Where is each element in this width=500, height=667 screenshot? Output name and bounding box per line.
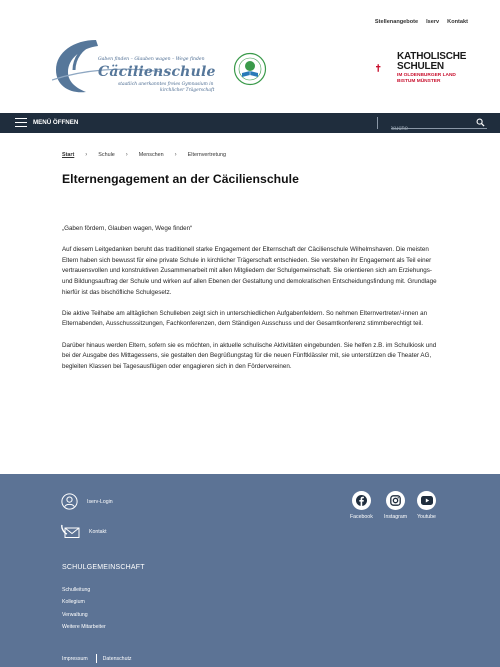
content-paragraph: Darüber hinaus werden Eltern, sofern sie es möchten, in aktuelle schulische Aktivitäten eingebunden. Sie helfen z.B. im Schulkiosk und bei der Ausgabe des Mittagessens, sie gestalten den Begrüßungstag für die neuen Fünftklässler mit, sie unterstützen die Theater AG, begleiten Klassen bei Tagesausflügen oder engagieren sich in den Fördervereinen. (62, 341, 437, 370)
search-input[interactable] (391, 124, 471, 135)
instagram-label: Instagram (384, 514, 408, 520)
main-content (62, 224, 440, 383)
search-box (391, 117, 487, 129)
menu-open-button[interactable] (15, 118, 78, 127)
content-paragraph: „Gaben fördern, Glauben wagen, Wege finden“ (62, 225, 193, 232)
mail-phone-icon (61, 524, 80, 539)
breadcrumb-start[interactable]: Start (62, 152, 75, 158)
hamburger-icon (15, 118, 27, 127)
katholische-schulen-cross-icon (376, 51, 396, 85)
kontakt-link[interactable] (61, 524, 107, 539)
menu-open-label: MENÜ ÖFFNEN (33, 119, 79, 126)
footer-bottom-links (62, 654, 132, 663)
toplink-kontakt[interactable]: Kontakt (447, 19, 468, 25)
social-instagram[interactable] (384, 491, 407, 520)
navbar (0, 113, 500, 133)
datenschutz-link[interactable]: Datenschutz (102, 655, 132, 662)
footer-links (62, 584, 106, 633)
footer-divider (96, 654, 97, 663)
kath-title-line-1: KATHOLISCHE (397, 51, 467, 62)
facebook-label: Facebook (350, 514, 373, 520)
breadcrumb-schule[interactable]: Schule (98, 152, 115, 158)
social-youtube[interactable] (417, 491, 436, 520)
instagram-icon (386, 491, 405, 510)
youtube-label: Youtube (417, 514, 436, 520)
facebook-icon (352, 491, 371, 510)
content-paragraph: Auf diesem Leitgedanken beruht das traditionell starke Engagement der Elternschaft der Cäcilienschule Wilhelmshaven. Die meisten Eltern haben sich bewusst für eine private Schule in kirchlicher Trägerschaft entschieden. Sie verstehen ihr Engagement als Teil einer vertrauensvollen und konstruktiven Zusammenarbeit mit allen Mitgliedern der Schulgemeinschaft. Sie orientieren sich am Erziehungs- und Bildungsauftrag der Schule und wirken auf allen Ebenen der Gestaltung und demokratischen Entscheidungsfindung mit. Grundlage hierfür ist das bischöfliche Schulgesetz. (62, 246, 437, 296)
kontakt-label: Kontakt (89, 528, 107, 535)
eco-school-logo-icon (233, 52, 267, 86)
iserv-login-label: Iserv-Login (87, 498, 113, 505)
logo-subtitle-2: kirchlicher Trägerschaft (160, 88, 215, 93)
search-icon[interactable] (476, 118, 485, 127)
footer-link-schulleitung[interactable]: Schulleitung (62, 587, 91, 593)
logo-wordmark[interactable]: Cäcilienschule (98, 64, 216, 80)
logo-subtitle-1: staatlich anerkanntes freies Gymnasium in (118, 82, 214, 87)
breadcrumb-menschen[interactable]: Menschen (138, 152, 164, 158)
iserv-login-link[interactable] (61, 493, 113, 510)
social-facebook[interactable] (350, 491, 373, 520)
footer-link-weitere-mitarbeiter[interactable]: Weitere Mitarbeiter (62, 623, 106, 630)
toplink-stellenangebote[interactable]: Stellenangebote (374, 19, 419, 25)
footer-link-kollegium[interactable]: Kollegium (62, 599, 85, 606)
footer-heading: SCHULGEMEINSCHAFT (62, 564, 145, 571)
kath-logo-subtitle (397, 73, 456, 85)
page-title: Elternengagement an der Cäcilienschule (62, 172, 299, 186)
kath-logo-title (397, 52, 466, 72)
chevron-right-icon: › (125, 152, 128, 158)
chevron-right-icon: › (174, 152, 177, 158)
toplink-iserv[interactable]: Iserv (426, 19, 440, 25)
user-circle-icon (61, 493, 78, 510)
chevron-right-icon: › (85, 152, 88, 158)
youtube-icon (417, 491, 436, 510)
kath-sub-line-2: BISTUM MÜNSTER (397, 78, 441, 84)
breadcrumb-elternvertretung[interactable]: Elternvertretung (187, 152, 227, 158)
breadcrumb (62, 152, 226, 158)
top-links (375, 19, 468, 25)
logo-tagline: Gaben finden – Glauben wagen – Wege finden (98, 57, 205, 62)
content-paragraph: Die aktive Teilhabe am alltäglichen Schulleben zeigt sich in unterschiedlichen Aufgabenfeldern. So nehmen Elternvertreter/-innen an Elternabenden, Ausschusssitzungen, Fachkonferenzen, dem Ständigen Ausschuss und der Gesamtkonferenz stimmberechtigt teil. (62, 309, 428, 328)
footer (0, 474, 500, 667)
kath-title-line-2: SCHULEN (397, 61, 444, 72)
search-divider (377, 117, 378, 129)
impressum-link[interactable]: Impressum (62, 655, 88, 662)
kath-sub-line-1: IM OLDENBURGER LAND (397, 73, 456, 78)
footer-link-verwaltung[interactable]: Verwaltung (62, 611, 88, 618)
